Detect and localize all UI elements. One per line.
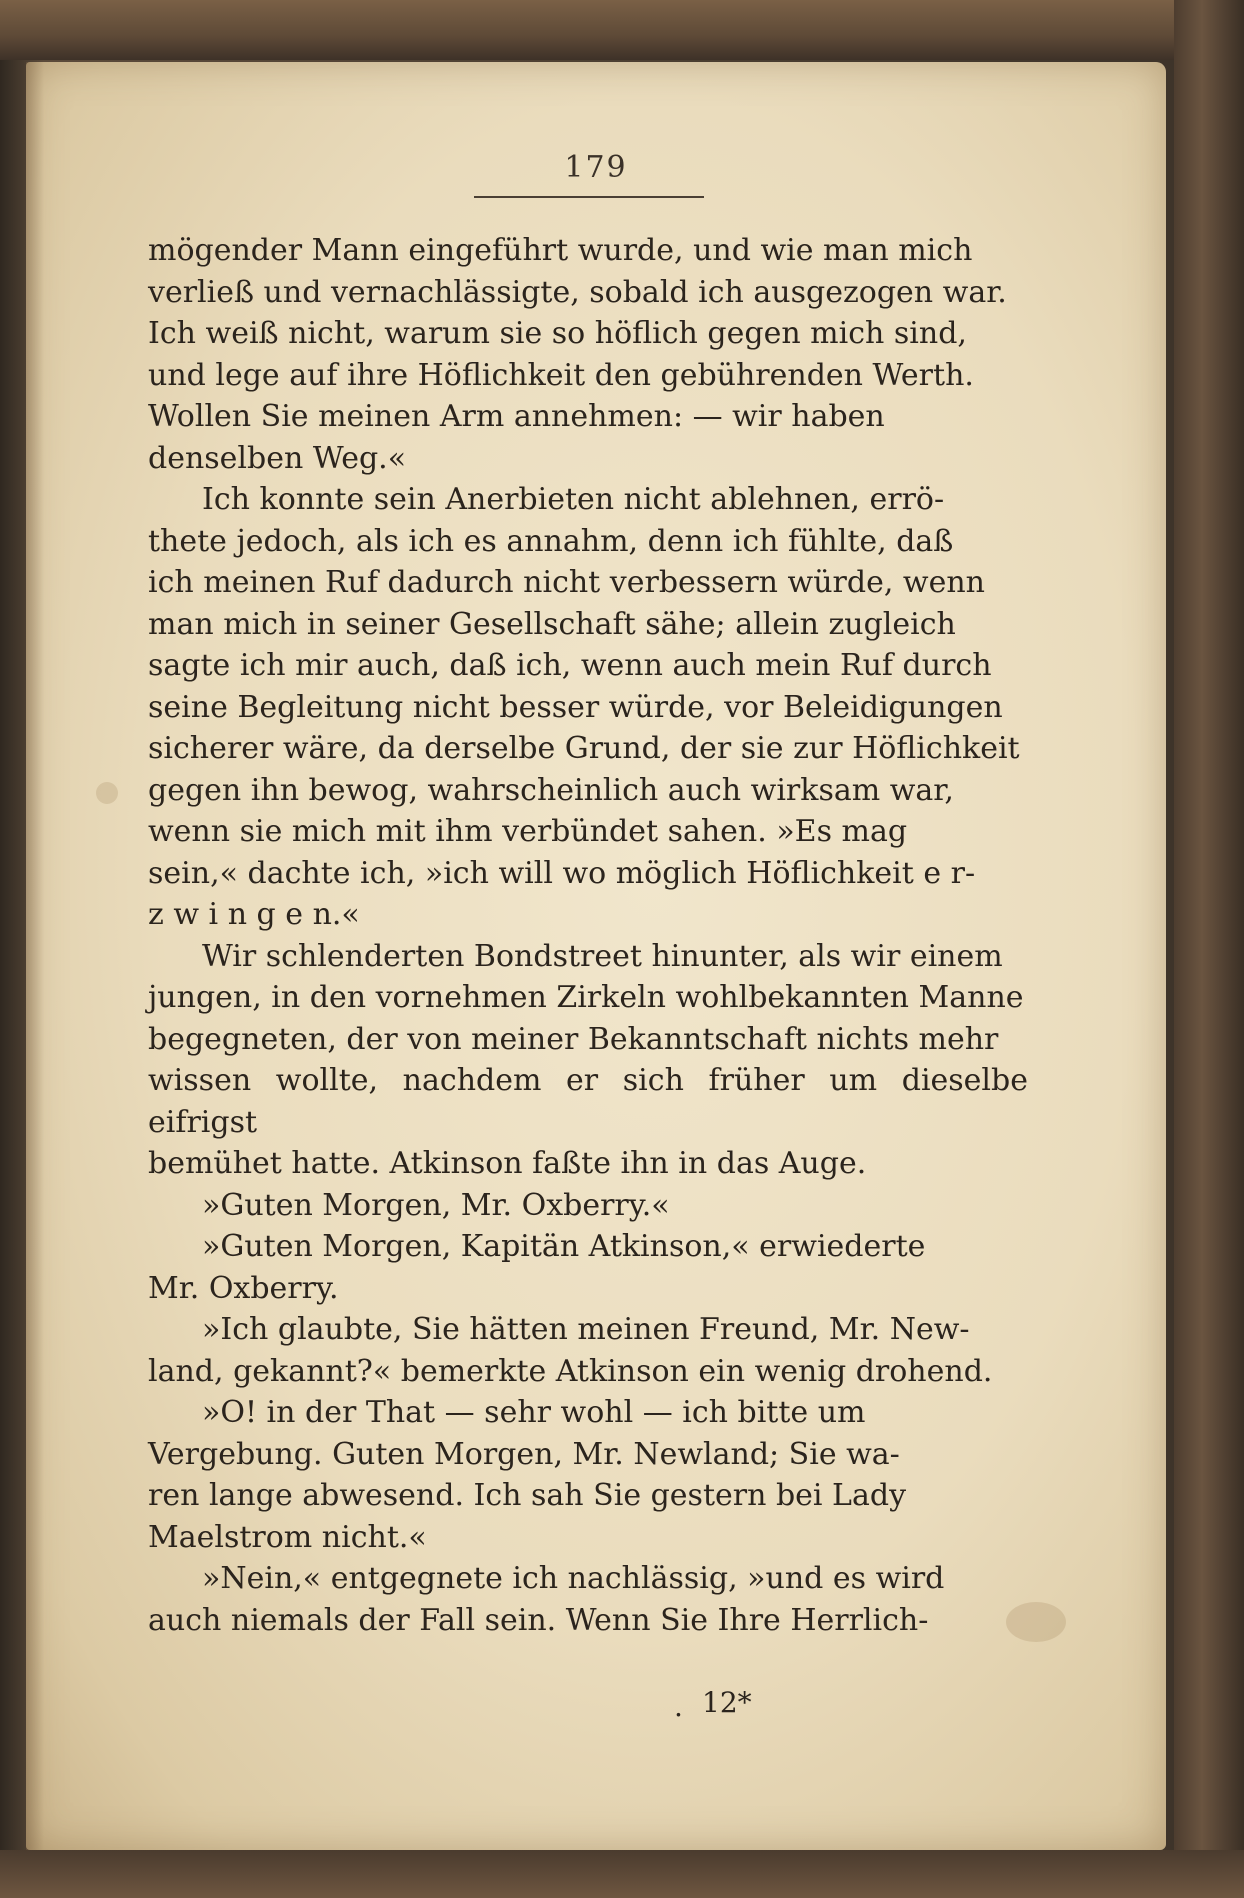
text-line: Wollen Sie meinen Arm annehmen: — wir haben: [148, 399, 885, 434]
text-line: sein,« dachte ich, »ich will wo möglich Höflichkeit e r-: [148, 855, 976, 891]
book-page: [26, 62, 1166, 1850]
text-line: seine Begleitung nicht besser würde, vor Beleidigungen: [148, 689, 1003, 725]
text-line: sicherer wäre, da derselbe Grund, der sie zur Höflichkeit: [148, 731, 1020, 766]
text-line: sagte ich mir auch, daß ich, wenn auch mein Ruf durch: [148, 648, 992, 683]
text-line: »Guten Morgen, Mr. Oxberry.«: [202, 1187, 670, 1223]
text-line: Mr. Oxberry.: [148, 1270, 339, 1306]
text-line: ich meinen Ruf dadurch nicht verbessern würde, wenn: [148, 565, 985, 600]
text-line: und lege auf ihre Höflichkeit den gebührenden Werth.: [148, 357, 974, 393]
paragraph: [148, 936, 1028, 1185]
text-line: Ich konnte sein Anerbieten nicht ablehnen, errö-: [202, 482, 945, 517]
page-header: [26, 150, 1166, 185]
paragraph: [148, 1392, 1028, 1558]
text-line: Maelstrom nicht.«: [148, 1519, 427, 1555]
text-line: wenn sie mich mit ihm verbündet sahen. »Es mag: [148, 814, 908, 849]
text-line: gegen ihn bewog, wahrscheinlich auch wirksam war,: [148, 772, 954, 808]
page-gutter-shadow: [26, 62, 44, 1850]
text-line: thete jedoch, als ich es annahm, denn ich fühlte, daß: [148, 523, 954, 559]
paragraph: [148, 1558, 1028, 1641]
book-cover-top-edge: [0, 0, 1244, 60]
book-cover-bottom-edge: [0, 1850, 1244, 1898]
book-cover-right-edge: [1174, 0, 1244, 1898]
text-line: »O! in der That — sehr wohl — ich bitte um: [202, 1395, 866, 1430]
text-line: begegneten, der von meiner Bekanntschaft nichts mehr: [148, 1021, 999, 1057]
text-line: auch niemals der Fall sein. Wenn Sie Ihre Herrlich-: [148, 1602, 929, 1638]
text-line: Wir schlenderten Bondstreet hinunter, als wir einem: [202, 938, 1003, 974]
text-line: »Nein,« entgegnete ich nachlässig, »und es wird: [202, 1561, 945, 1596]
text-line: »Ich glaubte, Sie hätten meinen Freund, Mr. New-: [202, 1312, 970, 1347]
text-line: verließ und vernachlässigte, sobald ich ausgezogen war.: [148, 274, 1007, 310]
body-text: [148, 230, 1028, 1641]
page-stain: [96, 782, 118, 804]
text-line: »Guten Morgen, Kapitän Atkinson,« erwiederte: [202, 1229, 926, 1264]
signature-mark: 12*: [702, 1686, 752, 1719]
text-line: bemühet hatte. Atkinson faßte ihn in das Auge.: [148, 1146, 867, 1181]
text-line: wissen wollte, nachdem er sich früher um dieselbe eifrigst: [148, 1063, 1028, 1140]
paragraph: [148, 1226, 1028, 1309]
paragraph: [148, 1185, 1028, 1227]
text-line: denselben Weg.«: [148, 440, 407, 476]
footer-dot: .: [674, 1690, 683, 1723]
text-line: mögender Mann eingeführt wurde, und wie man mich: [148, 233, 973, 268]
paragraph: [148, 479, 1028, 936]
paragraph: [148, 1309, 1028, 1392]
text-line: ren lange abwesend. Ich sah Sie gestern bei Lady: [148, 1478, 907, 1513]
text-line: jungen, in den vornehmen Zirkeln wohlbekannten Manne: [148, 980, 1024, 1015]
text-line: man mich in seiner Gesellschaft sähe; allein zugleich: [148, 606, 956, 642]
paragraph: [148, 230, 1028, 479]
text-line: Ich weiß nicht, warum sie so höflich gegen mich sind,: [148, 316, 967, 351]
text-line: z w i n g e n.«: [148, 897, 360, 932]
page-number: 179: [564, 150, 628, 185]
text-line: land, gekannt?« bemerkte Atkinson ein wenig drohend.: [148, 1353, 993, 1389]
text-line: Vergebung. Guten Morgen, Mr. Newland; Sie wa-: [148, 1436, 900, 1472]
header-rule: [474, 196, 704, 198]
